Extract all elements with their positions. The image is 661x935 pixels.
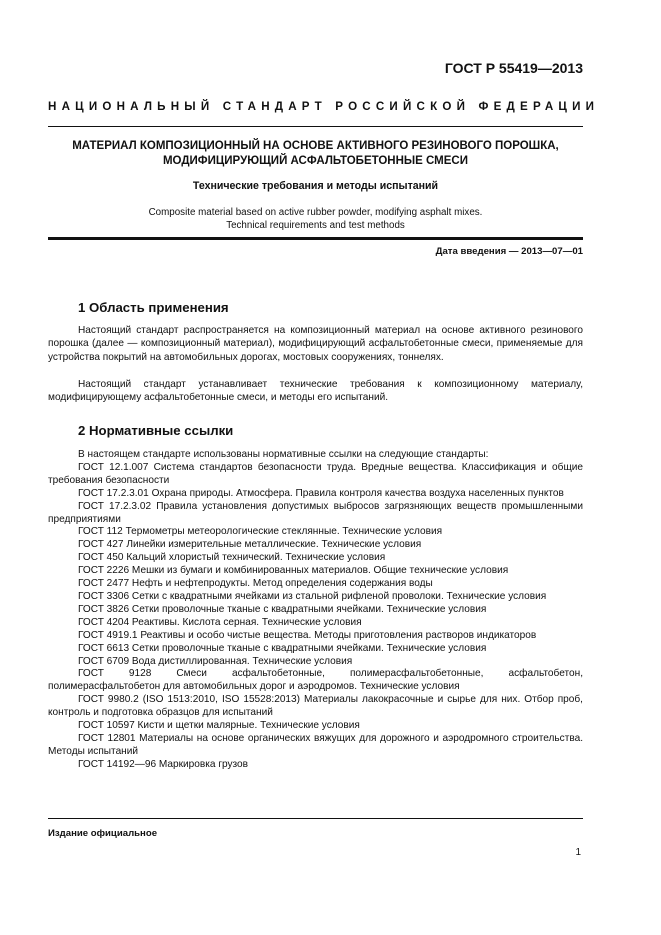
reference-item: ГОСТ 17.2.3.01 Охрана природы. Атмосфера. Правила контроля качества воздуха населенных пунктов [78, 487, 564, 499]
reference-item: ГОСТ 427 Линейки измерительные металлические. Технические условия [78, 539, 422, 551]
reference-item: ГОСТ 14192—96 Маркировка грузов [78, 758, 249, 770]
english-title-line-2: Technical requirements and test methods [226, 220, 405, 231]
section-1-heading: 1 Область применения [78, 300, 229, 315]
standard-type-title: НАЦИОНАЛЬНЫЙ СТАНДАРТ РОССИЙСКОЙ ФЕДЕРАЦИИ [48, 100, 600, 113]
footer-divider [48, 818, 583, 819]
reference-item: ГОСТ 450 Кальций хлористый технический. Технические условия [78, 552, 386, 564]
reference-item: ГОСТ 3306 Сетки с квадратными ячейками из стальной рифленой проволоки. Технические условия [78, 590, 547, 602]
reference-item: ГОСТ 2477 Нефть и нефтепродукты. Метод определения содержания воды [78, 578, 433, 590]
reference-item: ГОСТ 6709 Вода дистиллированная. Технические условия [78, 655, 353, 667]
reference-item: ГОСТ 10597 Кисти и щетки малярные. Технические условия [78, 720, 360, 732]
reference-item: ГОСТ 2226 Мешки из бумаги и комбинированных материалов. Общие технические условия [78, 565, 509, 577]
reference-item: ГОСТ 17.2.3.02 Правила установления допустимых выбросов загрязняющих веществ промышленными предприятиями [48, 500, 583, 525]
top-divider [48, 126, 583, 127]
section-2-heading: 2 Нормативные ссылки [78, 423, 234, 438]
reference-item: ГОСТ 12801 Материалы на основе органических вяжущих для дорожного и аэродромного строительства. Методы испытаний [48, 732, 583, 757]
title-line-1: МАТЕРИАЛ КОМПОЗИЦИОННЫЙ НА ОСНОВЕ АКТИВНОГО РЕЗИНОВОГО ПОРОШКА, [72, 140, 559, 152]
reference-item: ГОСТ 9980.2 (ISO 1513:2010, ISO 15528:2013) Материалы лакокрасочные и сырье для них. Отбор проб, контроль и подготовка образцов для испытаний [48, 694, 583, 719]
reference-item: ГОСТ 6613 Сетки проволочные тканые с квадратными ячейками. Технические условия [78, 642, 487, 654]
page-number: 1 [575, 847, 581, 858]
section-1-paragraph-1: Настоящий стандарт распространяется на композиционный материал на основе активного резинового порошка (далее — композиционный материал), модифицирующий асфальтобетонные смеси, применяемые для устройства покрытий на автомобильных дорогах, мостовых сооружениях, тоннелях. [48, 325, 583, 363]
reference-item: ГОСТ 112 Термометры метеорологические стеклянные. Технические условия [78, 526, 443, 538]
title-line-2: МОДИФИЦИРУЮЩИЙ АСФАЛЬТОБЕТОННЫЕ СМЕСИ [162, 155, 469, 167]
reference-item: ГОСТ 4204 Реактивы. Кислота серная. Технические условия [78, 616, 362, 628]
reference-item: ГОСТ 12.1.007 Система стандартов безопасности труда. Вредные вещества. Классификация и общие требования безопасности [48, 461, 583, 486]
title-divider [48, 237, 583, 240]
reference-item: ГОСТ 4919.1 Реактивы и особо чистые вещества. Методы приготовления растворов индикаторов [78, 629, 537, 641]
document-subtitle: Технические требования и методы испытаний [192, 180, 439, 192]
english-title [48, 206, 583, 232]
document-title [60, 139, 571, 169]
reference-item: ГОСТ 9128 Смеси асфальтобетонные, полимерасфальтобетонные, асфальтобетон, полимерасфальтобетон для автомобильных дорог и аэродромов. Технические условия [48, 668, 583, 693]
reference-item: ГОСТ 3826 Сетки проволочные тканые с квадратными ячейками. Технические условия [78, 603, 487, 615]
normative-references-list [48, 449, 583, 772]
references-intro: В настоящем стандарте использованы нормативные ссылки на следующие стандарты: [78, 449, 489, 460]
official-edition-label: Издание официальное [48, 828, 158, 839]
section-1-paragraph-2: Настоящий стандарт устанавливает технические требования к композиционному материалу, модифицирующему асфальтобетонные смеси, и методы его испытаний. [48, 379, 583, 404]
english-title-line-1: Composite material based on active rubber powder, modifying asphalt mixes. [148, 207, 483, 218]
introduction-date: Дата введения — 2013—07—01 [435, 246, 583, 257]
standard-code: ГОСТ Р 55419—2013 [444, 60, 583, 76]
